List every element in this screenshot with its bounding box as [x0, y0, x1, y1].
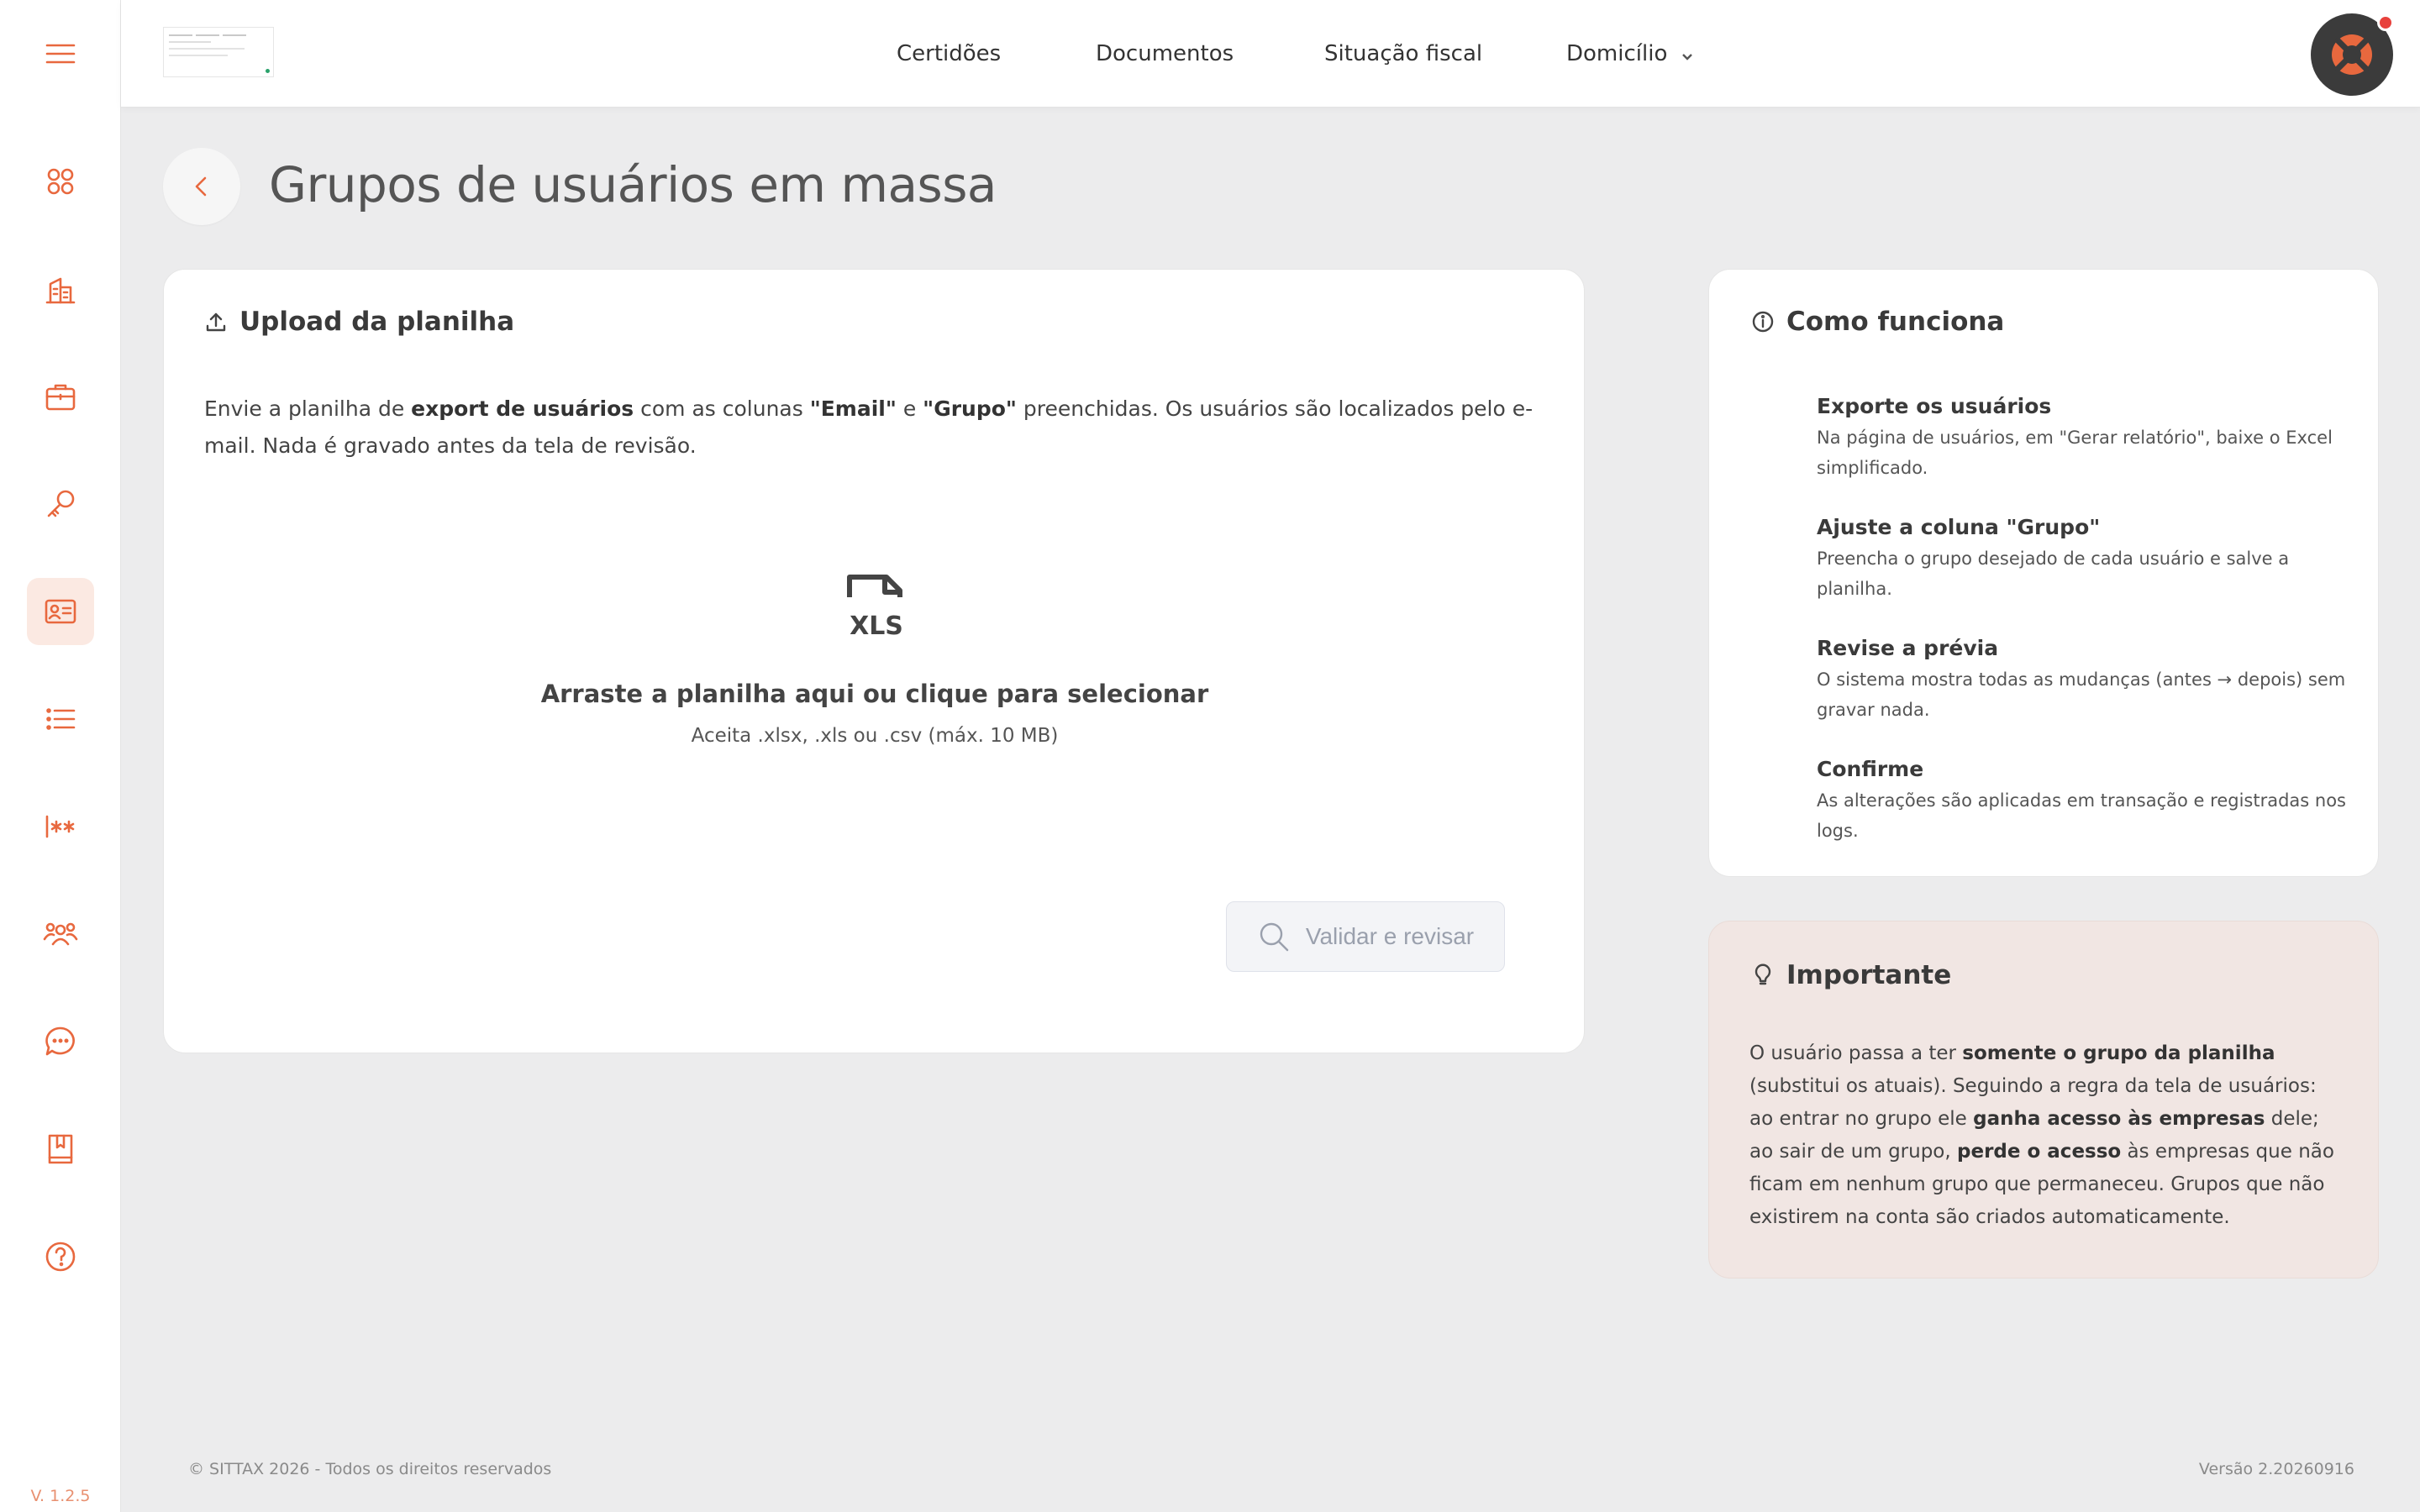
info-icon	[1751, 310, 1775, 333]
step-item	[1817, 755, 2354, 846]
important-card-title: Importante	[1786, 960, 1952, 990]
nav-domicilio-label: Domicílio	[1566, 41, 1668, 66]
nav-documentos[interactable]: Documentos	[1096, 41, 1234, 66]
chat-icon[interactable]	[27, 1008, 94, 1075]
page-title: Grupos de usuários em massa	[269, 156, 997, 213]
id-card-icon[interactable]	[27, 578, 94, 645]
help-icon[interactable]	[27, 1223, 94, 1290]
list-icon[interactable]	[27, 685, 94, 753]
nav-domicilio[interactable]	[1566, 0, 1696, 108]
upload-description: Envie a planilha de export de usuários com as colunas "Email" e "Grupo" preenchidas. Os usuários são localizados pelo e-mail. Nada é gravado antes da tela de revisão.	[204, 396, 1534, 458]
briefcase-icon[interactable]	[27, 363, 94, 430]
how-card-header	[1751, 307, 2004, 337]
users-group-icon[interactable]	[27, 900, 94, 968]
top-bar	[121, 0, 2420, 108]
sidebar-rail	[0, 0, 121, 1512]
menu-icon[interactable]	[27, 20, 94, 87]
chevron-down-icon	[1679, 45, 1696, 62]
important-card	[1708, 921, 2379, 1278]
password-icon[interactable]	[27, 793, 94, 860]
validate-review-label: Validar e revisar	[1305, 923, 1475, 949]
upload-card-header	[204, 307, 514, 337]
company-logo[interactable]	[163, 27, 274, 77]
step-item	[1817, 392, 2354, 483]
book-icon[interactable]	[27, 1116, 94, 1183]
file-type-label: XLS	[850, 612, 903, 639]
step-description: O sistema mostra todas as mudanças (antes → depois) sem gravar nada.	[1817, 669, 2346, 720]
search-icon	[1257, 920, 1291, 953]
footer-copyright: © SITTAX 2026 - Todos os direitos reservados	[188, 1460, 552, 1478]
validate-review-button[interactable]	[1226, 901, 1505, 972]
upload-icon	[204, 310, 228, 333]
notification-badge	[2377, 14, 2394, 31]
app-version: V. 1.2.5	[30, 1487, 91, 1505]
nav-situacao-fiscal[interactable]: Situação fiscal	[1324, 41, 1483, 66]
step-description: As alterações são aplicadas em transação e registradas nos logs.	[1817, 790, 2346, 841]
step-title: Revise a prévia	[1817, 636, 1999, 660]
step-title: Exporte os usuários	[1817, 394, 2052, 418]
step-item	[1817, 513, 2354, 604]
footer-version: Versão 2.20260916	[2198, 1460, 2354, 1478]
chevron-left-icon	[188, 173, 215, 200]
step-item	[1817, 634, 2354, 725]
step-title: Confirme	[1817, 757, 1924, 781]
important-text: O usuário passa a ter somente o grupo da planilha (substitui os atuais). Seguindo a regra da tela de usuários: ao entrar no grupo ele ganha acesso às empresas dele; ao sair de um grupo, perde o acesso às empresas que não ficam em nenhum grupo que permaneceu. Grupos que não existirem na conta são criados automaticamente.	[1749, 1042, 2334, 1228]
step-description: Preencha o grupo desejado de cada usuário e salve a planilha.	[1817, 549, 2290, 599]
dropzone-title[interactable]: Arraste a planilha aqui ou clique para selecionar	[540, 680, 1209, 708]
buildings-icon[interactable]	[27, 255, 94, 323]
brand-mark-icon	[2323, 25, 2381, 84]
nav-certidoes[interactable]: Certidões	[897, 41, 1002, 66]
step-description: Na página de usuários, em "Gerar relatório", baixe o Excel simplificado.	[1817, 428, 2333, 478]
dashboard-icon[interactable]	[27, 148, 94, 215]
upload-card	[163, 269, 1585, 1053]
important-card-header	[1751, 960, 1951, 990]
step-title: Ajuste a coluna "Grupo"	[1817, 515, 2101, 539]
key-icon[interactable]	[27, 470, 94, 538]
dropzone-subtitle: Aceita .xlsx, .xls ou .csv (máx. 10 MB)	[691, 725, 1059, 747]
how-card-title: Como funciona	[1786, 307, 2005, 337]
how-it-works-card	[1708, 269, 2379, 877]
back-button[interactable]	[163, 148, 240, 225]
upload-card-title: Upload da planilha	[239, 307, 515, 337]
lightbulb-icon	[1751, 963, 1775, 987]
xls-file-icon	[844, 572, 908, 639]
steps-list	[1817, 392, 2354, 876]
